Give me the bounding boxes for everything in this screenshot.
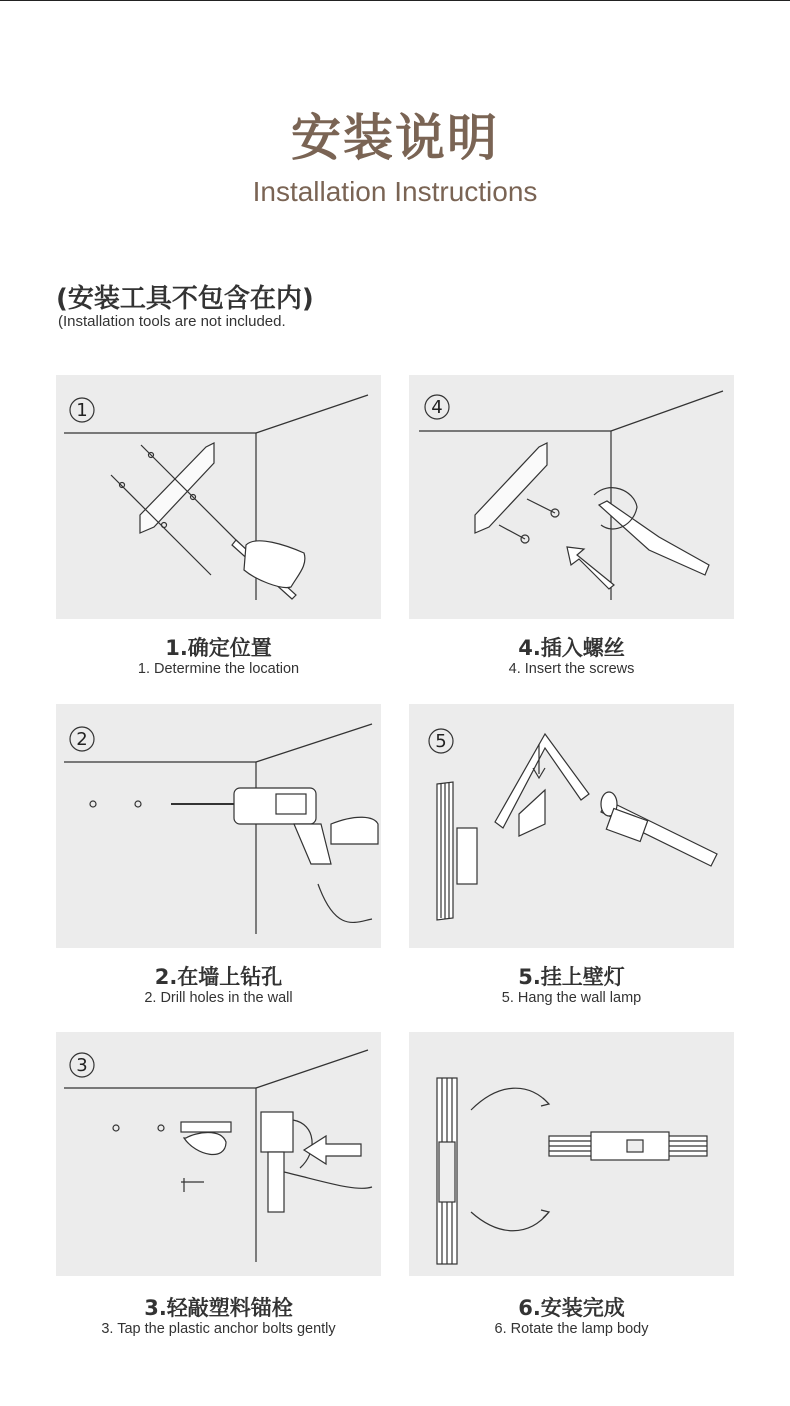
- step-4-title: 4.插入螺丝: [518, 636, 625, 660]
- step-3-illustration: [56, 1032, 381, 1276]
- step-4-marker: 4: [431, 397, 443, 418]
- step-5-marker: 5: [435, 731, 447, 752]
- bracket-icon: [475, 443, 547, 533]
- step-2-illustration: [56, 704, 381, 948]
- step-5-caption: 5. Hang the wall lamp: [501, 990, 642, 1006]
- bracket-icon: [120, 443, 215, 533]
- step-2-title: 2.在墙上钻孔: [154, 965, 283, 989]
- rotate-icon: [471, 1088, 549, 1231]
- drill-icon: [171, 788, 378, 922]
- lamp-vertical-icon: [437, 1078, 457, 1264]
- step-4-illustration: [409, 375, 734, 619]
- page-subtitle: Installation Instructions: [252, 176, 538, 207]
- step-6-illustration: [409, 1032, 734, 1276]
- hang-lamp-icon: [495, 734, 589, 836]
- step-6-title: 6.安装完成: [518, 1296, 625, 1320]
- step-1-caption: 1. Determine the location: [137, 661, 300, 677]
- lamp-horizontal-icon: [601, 792, 717, 866]
- step-3-title: 3.轻敲塑料锚栓: [144, 1296, 293, 1320]
- pencil-mark-icon: [232, 540, 305, 599]
- lamp-horizontal-icon: [549, 1132, 707, 1160]
- arrow-icon: [567, 547, 614, 589]
- step-6-caption: 6. Rotate the lamp body: [494, 1321, 649, 1337]
- hammer-icon: [261, 1112, 372, 1212]
- tools-notice-cn: (安装工具不包含在内): [56, 284, 314, 314]
- step-1-title: 1.确定位置: [165, 636, 272, 660]
- step-2-caption: 2. Drill holes in the wall: [144, 990, 293, 1006]
- step-1-illustration: [56, 375, 381, 619]
- step-5-title: 5.挂上壁灯: [518, 965, 625, 989]
- step-2-marker: 2: [76, 729, 88, 750]
- anchor-bolt-icon: [181, 1122, 231, 1192]
- step-4-caption: 4. Insert the screws: [508, 661, 635, 677]
- top-rule: [0, 0, 790, 1]
- page-title: 安装说明: [291, 109, 499, 167]
- step-1-marker: 1: [76, 400, 88, 421]
- step-3-marker: 3: [76, 1055, 88, 1076]
- tools-notice-en: (Installation tools are not included.: [58, 313, 286, 330]
- lamp-vertical-icon: [437, 782, 477, 920]
- step-3-caption: 3. Tap the plastic anchor bolts gently: [101, 1321, 336, 1337]
- step-5-illustration: [409, 704, 734, 948]
